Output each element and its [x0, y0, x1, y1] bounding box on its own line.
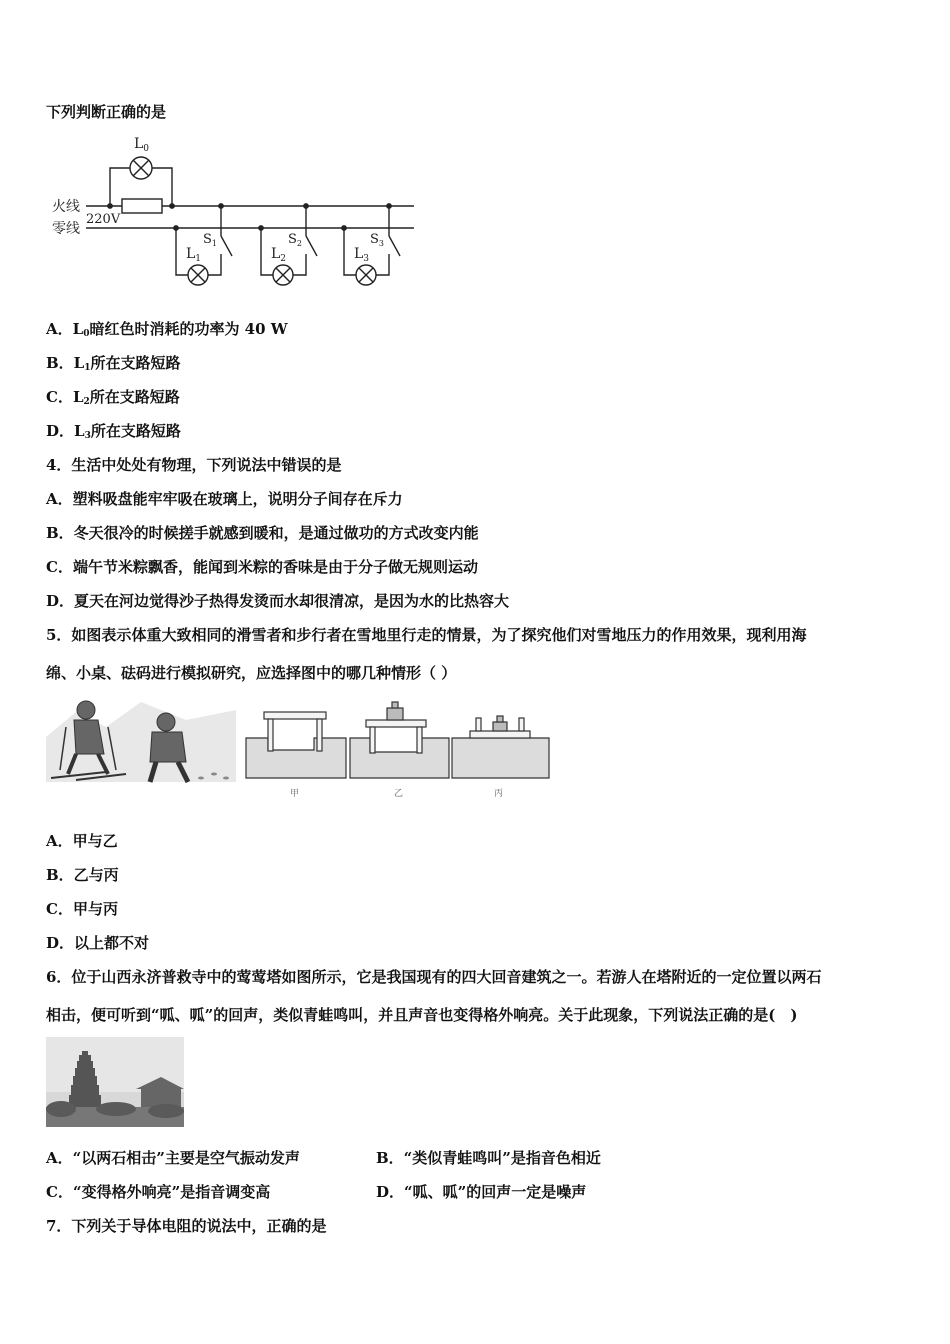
q4-stem: 4．生活中处处有物理，下列说法中错误的是 [46, 456, 342, 474]
q6-stem-line2: 相击，便可听到“呱、呱”的回声，类似青蛙鸣叫，并且声音也变得格外响亮。关于此现象，下列说法正确的是( ) [46, 1006, 798, 1024]
lamp-l1-label: $L_1$ [186, 246, 202, 264]
lamp-l3-label: $L_3$ [354, 246, 370, 264]
q7-stem: 7．下列关于导体电阻的说法中，正确的是 [46, 1217, 327, 1235]
q4-option-a[interactable]: A．塑料吸盘能牢牢吸在玻璃上，说明分子间存在斥力 [46, 490, 403, 508]
live-wire-label: 火线 [52, 199, 80, 215]
switch-s3-label: $S_3$ [370, 232, 384, 248]
resistor [122, 199, 162, 213]
q5-option-d[interactable]: D．以上都不对 [46, 934, 150, 952]
lamp-l0-label: $L_0$ [134, 136, 150, 154]
sponge-setup-bing [452, 716, 549, 778]
q3-option-d[interactable]: D．$L_3$所在支路短路 [46, 422, 181, 441]
pagoda-photo [46, 1037, 184, 1127]
voltage-label: 220V [86, 212, 121, 227]
skier-walker-illustration [46, 701, 236, 782]
sponge-setup-jia [246, 712, 346, 778]
q6-stem-line1: 6．位于山西永济普救寺中的莺莺塔如图所示，它是我国现有的四大回音建筑之一。若游人在塔附近的一定位置以两石 [46, 968, 822, 986]
sponge-setup-yi [350, 702, 449, 778]
q6-option-a[interactable]: A．“以两石相击”主要是空气振动发声 [46, 1149, 300, 1167]
circuit-diagram [46, 130, 416, 300]
q4-option-d[interactable]: D．夏天在河边觉得沙子热得发烫而水却很清凉，是因为水的比热容大 [46, 592, 510, 610]
fig-label-jia: 甲 [290, 789, 300, 799]
q5-option-a[interactable]: A．甲与乙 [46, 832, 118, 850]
q6-option-b[interactable]: B．“类似青蛙鸣叫”是指音色相近 [376, 1149, 601, 1167]
q4-option-b[interactable]: B．冬天很冷的时候搓手就感到暖和，是通过做功的方式改变内能 [46, 524, 479, 542]
q5-stem-line2: 绵、小桌、砝码进行模拟研究，应选择图中的哪几种情形（ ） [46, 664, 457, 682]
neutral-wire-label: 零线 [52, 221, 80, 237]
fig-label-yi: 乙 [394, 789, 404, 799]
lamp-l1-icon [188, 265, 208, 285]
q5-option-b[interactable]: B．乙与丙 [46, 866, 119, 884]
q6-option-c[interactable]: C．“变得格外响亮”是指音调变高 [46, 1183, 271, 1201]
q5-stem-line1: 5．如图表示体重大致相同的滑雪者和步行者在雪地里行走的情景，为了探究他们对雪地压力的作用效果，现利用海 [46, 626, 807, 644]
lamp-l2-icon [273, 265, 293, 285]
question-intro: 下列判断正确的是 [46, 103, 167, 121]
switch-s1-label: $S_1$ [203, 232, 217, 248]
q5-figure [46, 692, 551, 802]
q4-option-c[interactable]: C．端午节米粽飘香，能闻到米粽的香味是由于分子做无规则运动 [46, 558, 478, 576]
lamp-l2-label: $L_2$ [271, 246, 287, 264]
lamp-l3-icon [356, 265, 376, 285]
q3-option-c[interactable]: C．$L_2$所在支路短路 [46, 388, 180, 407]
lamp-l0-icon [130, 157, 152, 179]
fig-label-bing: 丙 [494, 789, 504, 799]
q5-option-c[interactable]: C．甲与丙 [46, 900, 118, 918]
switch-s2-label: $S_2$ [288, 232, 302, 248]
q3-option-a[interactable]: A．$L_0$暗红色时消耗的功率为 40 W [46, 320, 288, 339]
q3-option-b[interactable]: B．$L_1$所在支路短路 [46, 354, 181, 373]
q6-option-d[interactable]: D．“呱、呱”的回声一定是噪声 [376, 1183, 587, 1201]
